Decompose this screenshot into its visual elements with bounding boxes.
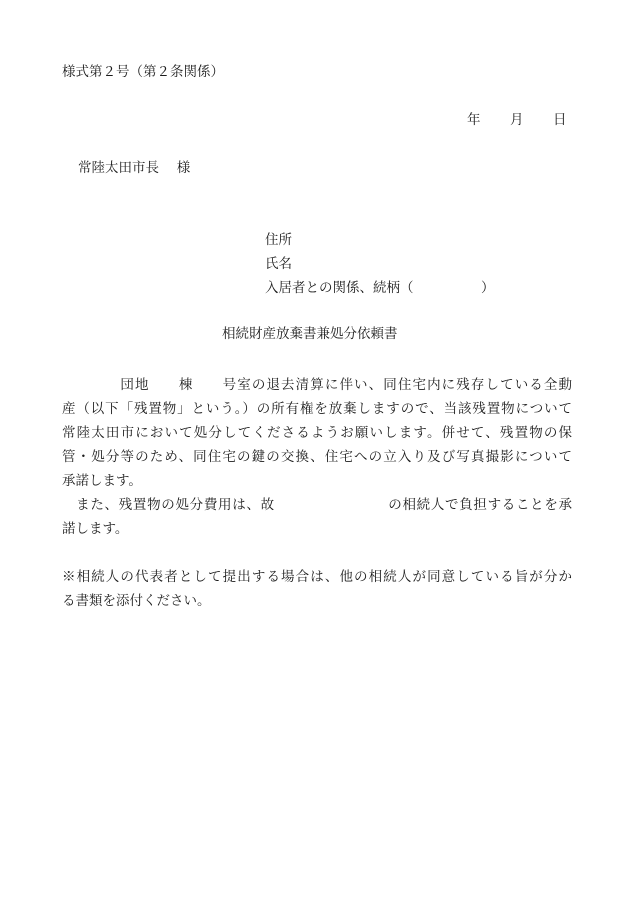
note-paragraph bbox=[62, 565, 572, 613]
note-line: ※相続人の代表者として提出する場合は、他の相続人が同意している旨が分か bbox=[62, 569, 572, 585]
date-year-label: 年 bbox=[467, 112, 481, 128]
document-title: 相続財産放棄書兼処分依頼書 bbox=[222, 326, 398, 342]
addressee: 常陸太田市長 様 bbox=[78, 160, 191, 176]
paragraph-line: 承諾します。 bbox=[62, 473, 142, 489]
body-paragraph-1 bbox=[62, 373, 572, 493]
relationship-close-paren: ） bbox=[481, 280, 495, 296]
paragraph-line: 団地 棟 号室の退去清算に伴い、同住宅内に残存している全動 bbox=[62, 377, 572, 393]
form-number: 様式第２号（第２条関係） bbox=[62, 64, 224, 80]
paragraph-line: 常陸太田市において処分してくださるようお願いします。併せて、残置物の保 bbox=[62, 425, 572, 441]
name-label: 氏名 bbox=[265, 256, 292, 272]
paragraph-line: また、残置物の処分費用は、故 の相続人で負担することを承 bbox=[62, 497, 572, 513]
paragraph-line: 管・処分等のため、同住宅の鍵の交換、住宅への立入り及び写真撮影について bbox=[62, 449, 572, 465]
paragraph-line: 諾します。 bbox=[62, 521, 129, 537]
relationship-label: 入居者との関係、続柄（ bbox=[265, 280, 414, 296]
date-month-label: 月 bbox=[510, 112, 524, 128]
paragraph-line: 産（以下「残置物」という。）の所有権を放棄しますので、当該残置物について bbox=[62, 401, 572, 417]
paragraph-gap bbox=[62, 541, 572, 565]
date-day-label: 日 bbox=[553, 112, 567, 128]
body-paragraph-2 bbox=[62, 493, 572, 541]
note-line: る書類を添付ください。 bbox=[62, 593, 211, 609]
document-body bbox=[62, 373, 572, 613]
address-label: 住所 bbox=[265, 232, 292, 248]
